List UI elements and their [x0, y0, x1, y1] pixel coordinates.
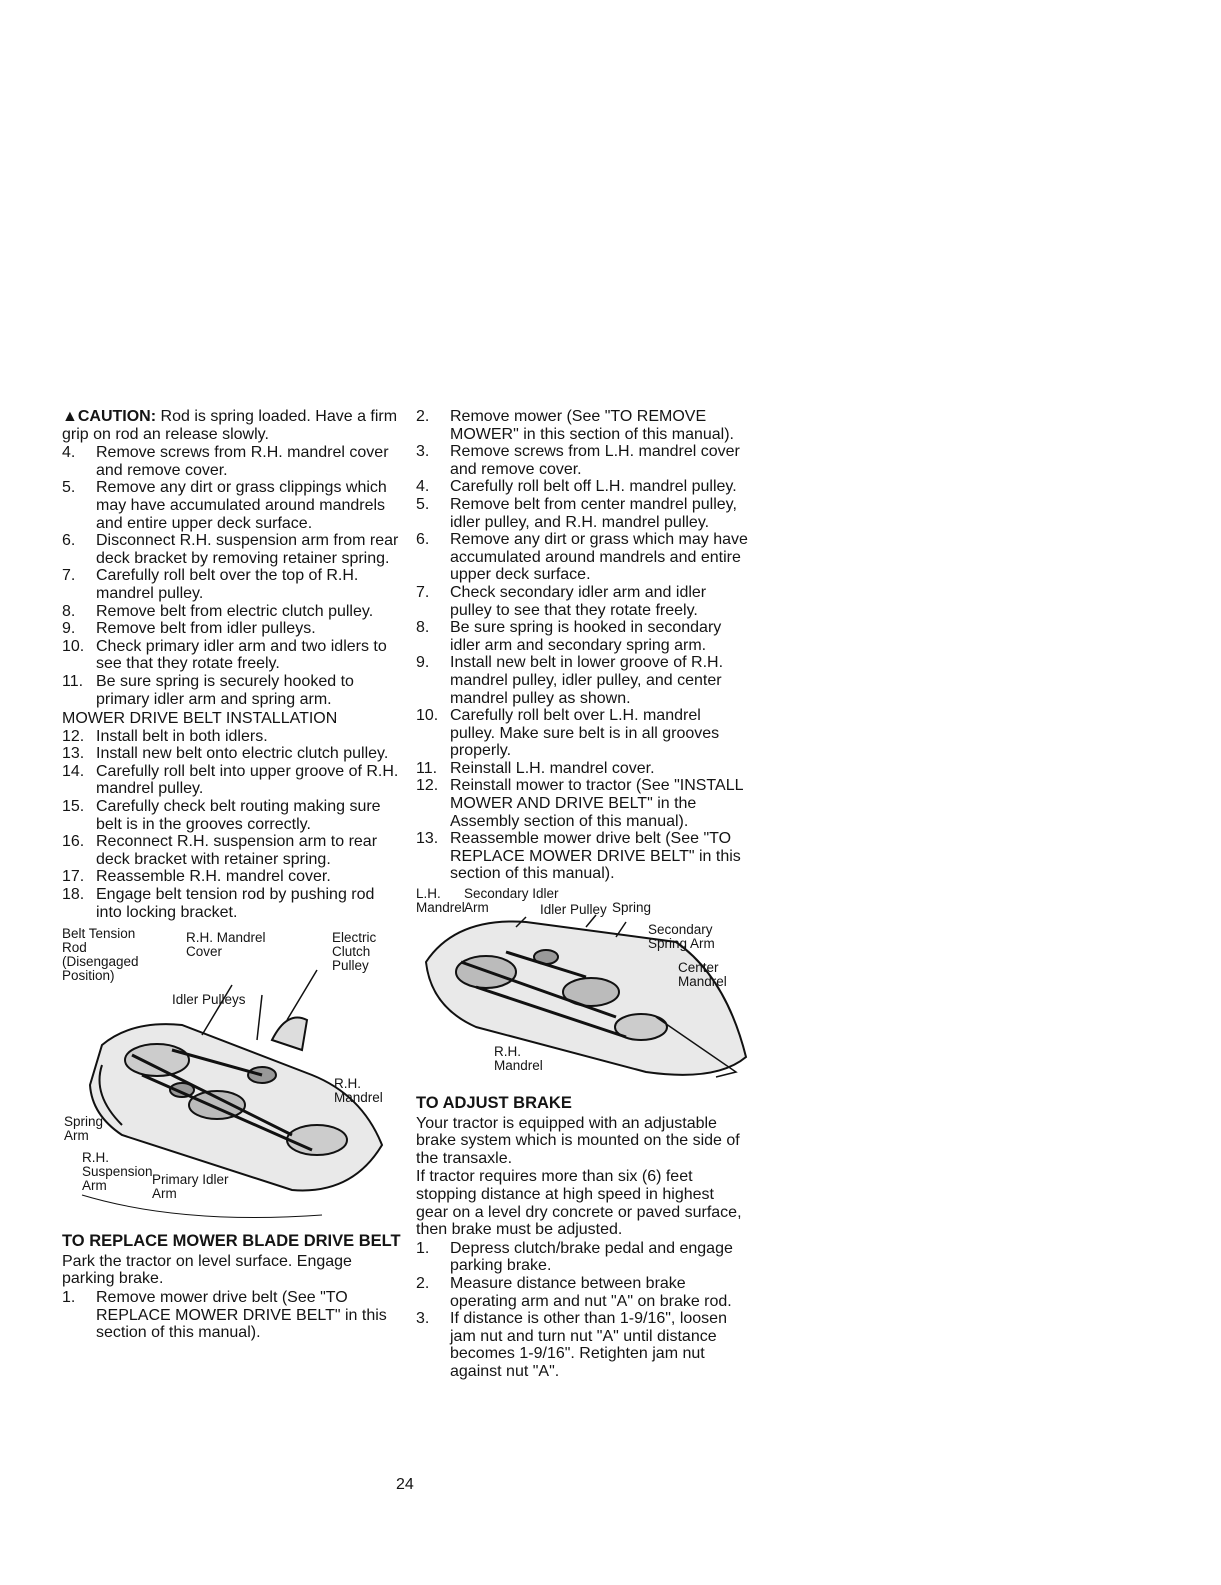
- step-text: Remove screws from L.H. mandrel cover and remove cover.: [450, 443, 740, 478]
- list-item: [416, 443, 750, 478]
- step-text: Remove mower drive belt (See "TO REPLACE MOWER DRIVE BELT" in this section of this manual).: [96, 1289, 387, 1342]
- step-text: Check secondary idler arm and idler pulley to see that they rotate freely.: [450, 583, 707, 619]
- step-text: Reinstall mower to tractor (See "INSTALL MOWER AND DRIVE BELT" in the Assembly section of this manual).: [450, 777, 743, 830]
- installation-heading: MOWER DRIVE BELT INSTALLATION: [62, 710, 338, 728]
- step-number: 5.: [416, 495, 430, 513]
- step-text: Remove belt from center mandrel pulley, idler pulley, and R.H. mandrel pulley.: [450, 495, 737, 531]
- list-item: [62, 728, 402, 746]
- list-item: [62, 886, 402, 921]
- step-number: 11.: [62, 672, 84, 690]
- step-number: 3.: [416, 1310, 430, 1328]
- warning-icon: ▲: [62, 408, 78, 425]
- list-item: [416, 830, 750, 883]
- list-item: [62, 532, 402, 567]
- list-item: [62, 603, 402, 621]
- step-number: 4.: [416, 478, 430, 496]
- removal-steps-list: [62, 444, 402, 708]
- label-electric-clutch-pulley: Electric Clutch Pulley: [332, 930, 377, 974]
- step-text: Be sure spring is hooked in secondary idler arm and secondary spring arm.: [450, 619, 722, 654]
- list-item: [416, 584, 750, 619]
- list-item: [62, 798, 402, 833]
- blade-belt-steps-list: [416, 408, 750, 883]
- list-item: [62, 1289, 402, 1342]
- step-text: Remove any dirt or grass clippings which may have accumulated around mandrels and entire upper deck surface.: [96, 479, 387, 532]
- step-number: 1.: [62, 1289, 76, 1306]
- right-column: [416, 408, 750, 1381]
- left-column: [62, 408, 402, 1342]
- step-number: 6.: [62, 532, 76, 550]
- step-text: Carefully roll belt into upper groove of R.H. mandrel pulley.: [96, 762, 399, 798]
- list-item: [416, 760, 750, 778]
- step-text: Reconnect R.H. suspension arm to rear deck bracket with retainer spring.: [96, 833, 378, 868]
- step-text: Disconnect R.H. suspension arm from rear deck bracket by removing retainer spring.: [96, 532, 399, 567]
- caution-text: Rod is spring loaded. Have a firm grip on rod an release slowly.: [62, 408, 398, 443]
- list-item: [416, 496, 750, 531]
- step-number: 10.: [416, 707, 439, 725]
- label-center-mandrel: Center Mandrel: [678, 960, 727, 990]
- mower-drive-belt-figure: [62, 925, 392, 1225]
- step-number: 8.: [62, 602, 76, 620]
- list-item: [62, 638, 402, 673]
- installation-steps-list: [62, 728, 402, 922]
- step-text: Remove belt from idler pulleys.: [96, 620, 316, 638]
- brake-paragraph-1: Your tractor is equipped with an adjustable brake system which is mounted on the side of the transaxle.: [416, 1114, 740, 1167]
- step-number: 9.: [416, 654, 430, 672]
- list-item: [416, 478, 750, 496]
- step-number: 6.: [416, 531, 430, 549]
- step-text: Remove any dirt or grass which may have accumulated around mandrels and entire upper deck surface.: [450, 531, 748, 584]
- caution-paragraph: [62, 408, 402, 443]
- step-number: 13.: [62, 745, 85, 763]
- list-item: [416, 619, 750, 654]
- label-spring: Spring: [612, 900, 652, 916]
- label-lh-mandrel: L.H. Mandrel: [416, 886, 465, 916]
- step-text: Reassemble mower drive belt (See "TO REPLACE MOWER DRIVE BELT" in this section of this manual).: [450, 830, 741, 883]
- step-text: Remove belt from electric clutch pulley.: [96, 602, 374, 620]
- step-text: Remove screws from R.H. mandrel cover and remove cover.: [96, 444, 389, 479]
- replace-blade-belt-steps: [62, 1289, 402, 1342]
- label-rh-mandrel: R.H. Mandrel: [334, 1076, 383, 1106]
- label-belt-tension-rod: Belt Tension Rod (Disengaged Position): [62, 926, 139, 984]
- list-item: [62, 479, 402, 532]
- step-number: 1.: [416, 1239, 430, 1257]
- step-text: Measure distance between brake operating arm and nut "A" on brake rod.: [450, 1274, 732, 1310]
- step-number: 4.: [62, 444, 76, 462]
- label-rh-mandrel-cover: R.H. Mandrel Cover: [186, 930, 266, 960]
- list-item: [416, 408, 750, 443]
- step-text: Remove mower (See "TO REMOVE MOWER" in this section of this manual).: [450, 408, 734, 443]
- list-item: [62, 833, 402, 868]
- step-number: 15.: [62, 798, 85, 816]
- list-item: [416, 1310, 750, 1380]
- list-item: [62, 745, 402, 763]
- step-number: 16.: [62, 833, 85, 851]
- step-text: Install new belt in lower groove of R.H. mandrel pulley, idler pulley, and center mandrel pulley as shown.: [450, 654, 724, 707]
- blade-drive-belt-figure: [416, 887, 750, 1087]
- step-text: Install belt in both idlers.: [96, 727, 268, 745]
- step-text: If distance is other than 1-9/16", loosen jam nut and turn nut "A" until distance becomes 1-9/16". Retighten jam nut against nut "A".: [450, 1310, 727, 1380]
- label-rh-mandrel-right: R.H. Mandrel: [494, 1044, 543, 1074]
- step-number: 2.: [416, 408, 430, 425]
- step-text: Carefully check belt routing making sure belt is in the grooves correctly.: [96, 798, 381, 833]
- step-text: Install new belt onto electric clutch pulley.: [96, 745, 389, 763]
- step-number: 7.: [62, 567, 76, 585]
- step-text: Depress clutch/brake pedal and engage parking brake.: [450, 1239, 733, 1275]
- list-item: [416, 707, 750, 760]
- list-item: [62, 868, 402, 886]
- label-spring-arm: Spring Arm: [64, 1114, 104, 1144]
- step-number: 5.: [62, 479, 76, 497]
- step-text: Reinstall L.H. mandrel cover.: [450, 759, 655, 777]
- label-idler-pulleys: Idler Pulleys: [172, 992, 246, 1008]
- replace-blade-belt-text: Park the tractor on level surface. Engage parking brake.: [62, 1252, 352, 1288]
- step-number: 18.: [62, 886, 85, 904]
- list-item: [62, 567, 402, 602]
- step-number: 2.: [416, 1274, 430, 1292]
- label-rh-suspension-arm: R.H. Suspension Arm: [82, 1150, 153, 1194]
- step-number: 12.: [62, 727, 85, 745]
- step-text: Check primary idler arm and two idlers to see that they rotate freely.: [96, 637, 387, 673]
- brake-steps-list: [416, 1240, 750, 1381]
- step-number: 17.: [62, 868, 85, 886]
- list-item: [62, 673, 402, 708]
- brake-paragraph-2: If tractor requires more than six (6) feet stopping distance at high speed in highest gear on a level dry concrete or paved surface, then brake must be adjusted.: [416, 1168, 742, 1239]
- list-item: [416, 654, 750, 707]
- page-number: 24: [396, 1476, 414, 1493]
- caution-label: CAUTION:: [77, 408, 157, 425]
- step-text: Reassemble R.H. mandrel cover.: [96, 868, 331, 886]
- label-secondary-spring-arm: Secondary Spring Arm: [648, 922, 715, 952]
- step-text: Carefully roll belt over the top of R.H. mandrel pulley.: [96, 567, 359, 602]
- step-text: Carefully roll belt off L.H. mandrel pulley.: [450, 478, 737, 496]
- step-text: Carefully roll belt over L.H. mandrel pulley. Make sure belt is in all grooves properly.: [450, 707, 720, 760]
- list-item: [62, 620, 402, 638]
- adjust-brake-heading: TO ADJUST BRAKE: [416, 1094, 572, 1113]
- step-number: 14.: [62, 762, 85, 780]
- step-number: 3.: [416, 443, 430, 461]
- step-number: 8.: [416, 619, 430, 637]
- step-text: Engage belt tension rod by pushing rod into locking bracket.: [96, 886, 375, 921]
- replace-blade-belt-heading: TO REPLACE MOWER BLADE DRIVE BELT: [62, 1232, 401, 1251]
- step-number: 9.: [62, 620, 76, 638]
- step-number: 7.: [416, 583, 430, 601]
- step-number: 11.: [416, 759, 438, 777]
- list-item: [416, 531, 750, 584]
- list-item: [416, 1275, 750, 1310]
- step-number: 12.: [416, 777, 439, 795]
- label-secondary-idler-arm: Secondary Idler Arm: [464, 886, 559, 916]
- list-item: [416, 777, 750, 830]
- step-text: Be sure spring is securely hooked to primary idler arm and spring arm.: [96, 672, 354, 708]
- label-primary-idler-arm: Primary Idler Arm: [152, 1172, 229, 1202]
- step-number: 13.: [416, 830, 439, 848]
- label-idler-pulley: Idler Pulley: [540, 902, 607, 918]
- list-item: [416, 1240, 750, 1275]
- list-item: [62, 444, 402, 479]
- step-number: 10.: [62, 637, 85, 655]
- list-item: [62, 763, 402, 798]
